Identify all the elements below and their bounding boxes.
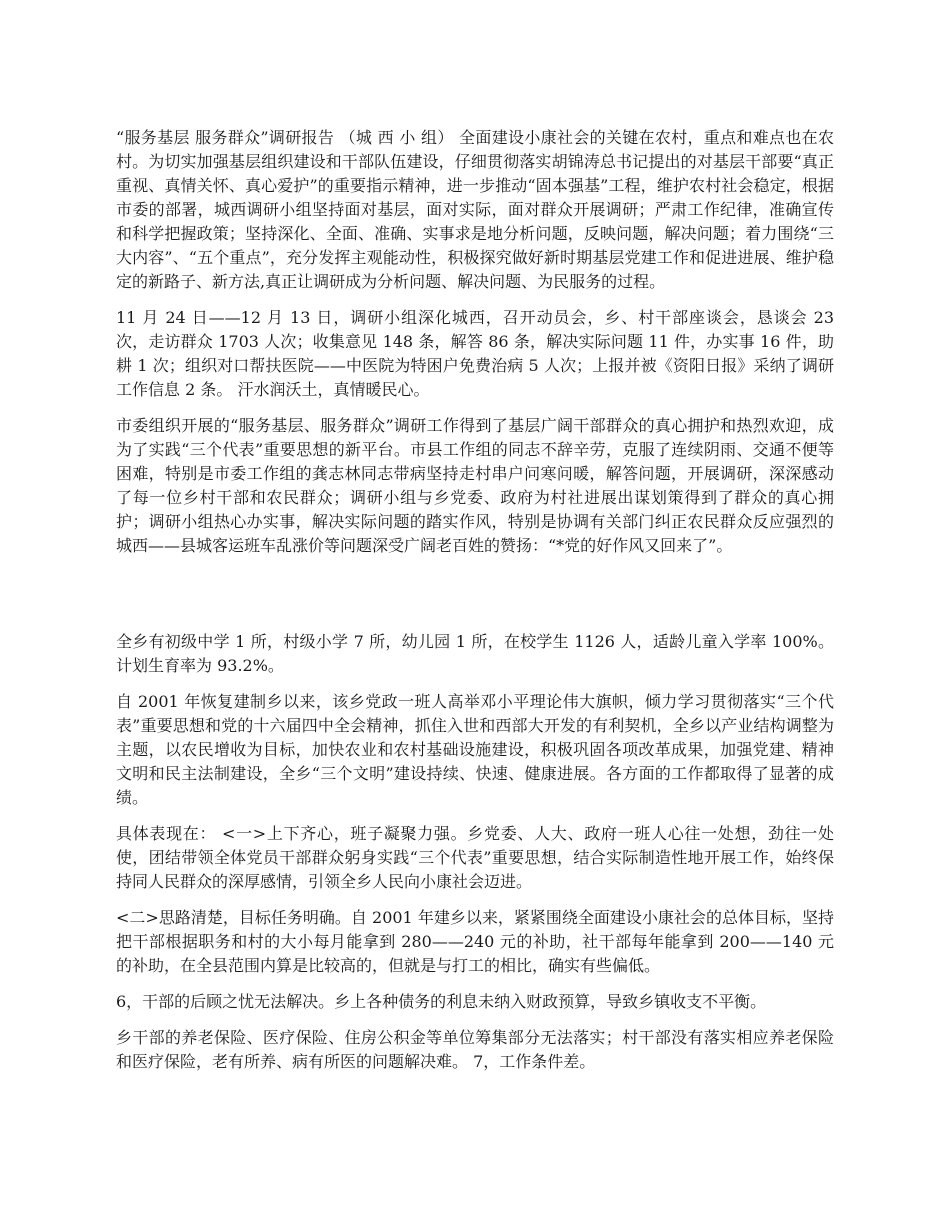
section-gap: [116, 570, 834, 630]
paragraph-cadre-concerns: 6，干部的后顾之忧无法解决。乡上各种债务的利息未纳入财政预算，导致乡镇收支不平衡。: [116, 992, 767, 1011]
paragraph-public-response: 市委组织开展的“服务基层、服务群众”调研工作得到了基层广阔干部群众的真心拥护和热烈欢迎，成为了实践“三个代表”重要思想的新平台。市县工作组的同志不辞辛劳，克服了连续阴雨、交通不便等困难，特别是市委工作组的龚志林同志带病坚持走村串户问寒问暖，解答问题，开展调研，深深感动了每一位乡村干部和农民群众；调研小组与乡党委、政府为村社进展出谋划策得到了群众的真心拥护；调研小组热心办实事，解决实际问题的踏实作风，特别是协调有关部门纠正农民群众反应强烈的城西——县城客运班车乱涨价等问题深受广阔老百姓的赞扬：“*党的好作风又回来了”。: [116, 416, 834, 555]
paragraph-report-intro: “服务基层 服务群众”调研报告 （城 西 小 组） 全面建设小康社会的关键在农村，重点和难点也在农村。为切实加强基层组织建设和干部队伍建设，仔细贯彻落实胡锦涛总书记提出的对基层干部要“真正重视、真情关怀、真心爱护”的重要指示精神，进一步推动“固本强基”工程，维护农村社会稳定，根据市委的部署，城西调研小组坚持面对基层，面对实际，面对群众开展调研；严肃工作纪律，准确宣传和科学把握政策；坚持深化、全面、准确、实事求是地分析问题，反映问题，解决问题；着力围绕“三大内容”、“五个重点”，充分发挥主观能动性，积极探究做好新时期基层党建工作和促进进展、维护稳定的新路子、新方法,真正让调研成为分析问题、解决问题、为民服务的过程。: [116, 128, 834, 291]
paragraph-education-stats: 全乡有初级中学 1 所，村级小学 7 所，幼儿园 1 所，在校学生 1126 人，适龄儿童入学率 100%。计划生育率为 93.2%。: [116, 632, 834, 675]
paragraph-township-development: 自 2001 年恢复建制乡以来，该乡党政一班人高举邓小平理论伟大旗帜，倾力学习贯彻落实“三个代表”重要思想和党的十六届四中全会精神，抓住入世和西部大开发的有利契机，全乡以产业结构调整为主题，以农民增收为目标，加快农业和农村基础设施建设，积极巩固各项改革成果，加强党建、精神文明和民主法制建设，全乡“三个文明”建设持续、快速、健康进展。各方面的工作都取得了显著的成绩。: [116, 692, 834, 807]
paragraph-survey-stats: 11 月 24 日——12 月 13 日，调研小组深化城西，召开动员会，乡、村干部座谈会，恳谈会 23 次，走访群众 1703 人次；收集意见 148 条，解答 86 条，解决实际问题 11 件，办实事 16 件，助耕 1 次；组织对口帮扶医院——中医院为特困户免费治病 5 人次；上报并被《资阳日报》采纳了调研工作信息 2 条。 汗水润沃土，真情暖民心。: [116, 308, 834, 399]
paragraph-clear-goals: <二>思路清楚，目标任务明确。自 2001 年建乡以来，紧紧围绕全面建设小康社会的总体目标，坚持把干部根据职务和村的大小每月能拿到 280——240 元的补助，社干部每年能拿到 200——140 元的补助，在全县范围内算是比较高的，但就是与打工的相比，确实有些偏低。: [116, 908, 834, 975]
paragraph-insurance-issues: 乡干部的养老保险、医疗保险、住房公积金等单位筹集部分无法落实；村干部没有落实相应养老保险和医疗保险，老有所养、病有所医的问题解决难。 7，工作条件差。: [116, 1028, 834, 1071]
paragraph-leadership-unity: 具体表现在： <一>上下齐心，班子凝聚力强。乡党委、人大、政府一班人心往一处想，劲往一处使，团结带领全体党员干部群众躬身实践“三个代表”重要思想，结合实际制造性地开展工作，始终保持同人民群众的深厚感情，引领全乡人民向小康社会迈进。: [116, 824, 834, 891]
document-body: [116, 126, 834, 1086]
